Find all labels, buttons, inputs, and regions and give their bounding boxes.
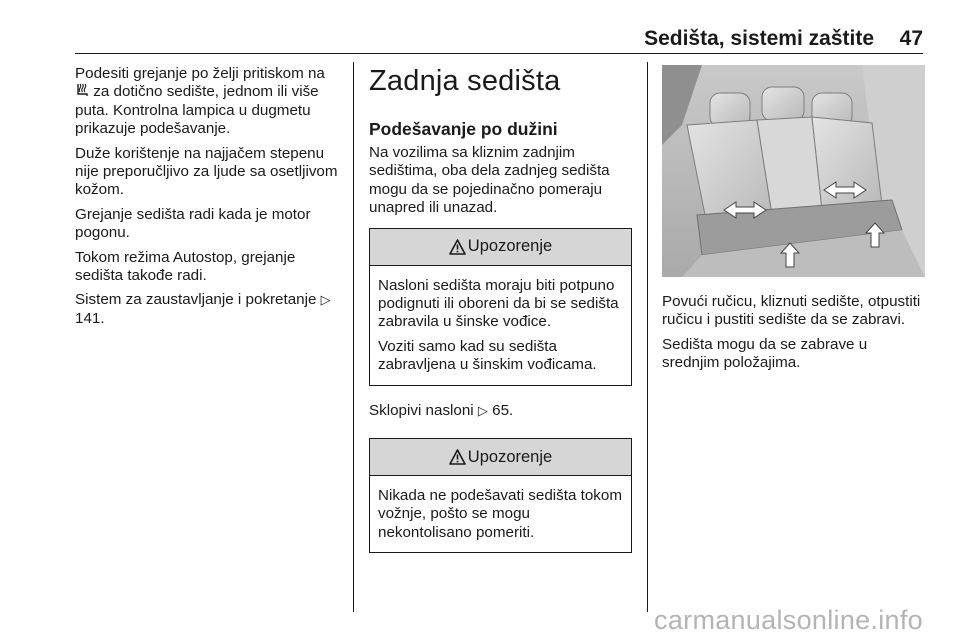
warning-box [369, 228, 632, 386]
section-title: Zadnja sedišta [369, 65, 561, 97]
paragraph-engine-running: Grejanje sedišta radi kada je motor pogonu. [75, 205, 311, 242]
warning-header [370, 439, 631, 476]
cross-reference-icon: ▷ [477, 402, 488, 418]
cross-reference-icon: ▷ [320, 292, 331, 308]
warning-box [369, 438, 632, 553]
heated-seat-icon [75, 83, 89, 98]
warning-text-2: Voziti samo kad su sedišta zabravljena u šinskim vođicama. [378, 337, 597, 374]
paragraph-adjust-procedure: Povući ručicu, kliznuti sedište, otpustiti ručicu i pustiti sedište da se zabravi. [662, 293, 921, 329]
paragraph-intermediate-positions: Sedišta mogu da se zabrave u srednjim položajima. [662, 335, 868, 372]
page-reference-link[interactable]: 141. [75, 309, 105, 327]
column-divider-2 [647, 62, 648, 612]
paragraph-sliding-seats: Na vozilima sa kliznim zadnjim sedištima, oba dela zadnjeg sedišta mogu da se pojedinačno pomeraju unapred ili unazad. [369, 144, 610, 217]
warning-triangle-icon [449, 239, 466, 255]
watermark: carmanualsonline.info [654, 605, 923, 635]
paragraph-heating-control: Podesiti grejanje po želji pritiskom na za dotično sedište, jednom ili više puta. Kontrolna lampica u dugmetu prikazuje podešavanje. [75, 65, 325, 138]
rear-seat-illustration [662, 65, 925, 277]
column-1 [75, 65, 343, 334]
warning-text-1: Nikada ne podešavati sedišta tokom vožnje, pošto se mogu nekontolisano pomeriti. [378, 487, 622, 541]
warning-body [370, 266, 631, 385]
warning-label: Upozorenje [467, 447, 553, 466]
column-2 [369, 65, 632, 569]
column-divider-1 [353, 62, 354, 612]
paragraph-sensitive-skin: Duže korištenje na najjačem stepenu nije preporučljivo za ljude sa osetljivom kožom. [75, 144, 338, 199]
paragraph-autostop: Tokom režima Autostop, grejanje sedišta takođe radi. [75, 248, 296, 285]
column-3 [662, 65, 925, 379]
warning-text-1: Nasloni sedišta moraju biti potpuno podignuti ili oboreni da bi se sedišta zabravila u šinske vođice. [378, 276, 619, 331]
running-header-title: Sedišta, sistemi zaštite [644, 27, 874, 50]
header-rule [75, 53, 923, 54]
page-reference-link[interactable]: 65. [492, 401, 514, 419]
warning-body [370, 476, 631, 552]
page-number: 47 [899, 27, 923, 50]
warning-triangle-icon [449, 449, 466, 465]
paragraph-stop-start-ref: Sistem za zaustavljanje i pokretanje ▷ 141. [75, 291, 331, 327]
warning-label: Upozorenje [467, 237, 553, 256]
subsection-title: Podešavanje po dužini [369, 119, 558, 139]
paragraph-fold-backrests-ref: Sklopivi nasloni ▷ 65. [369, 401, 514, 419]
warning-header [370, 229, 631, 266]
